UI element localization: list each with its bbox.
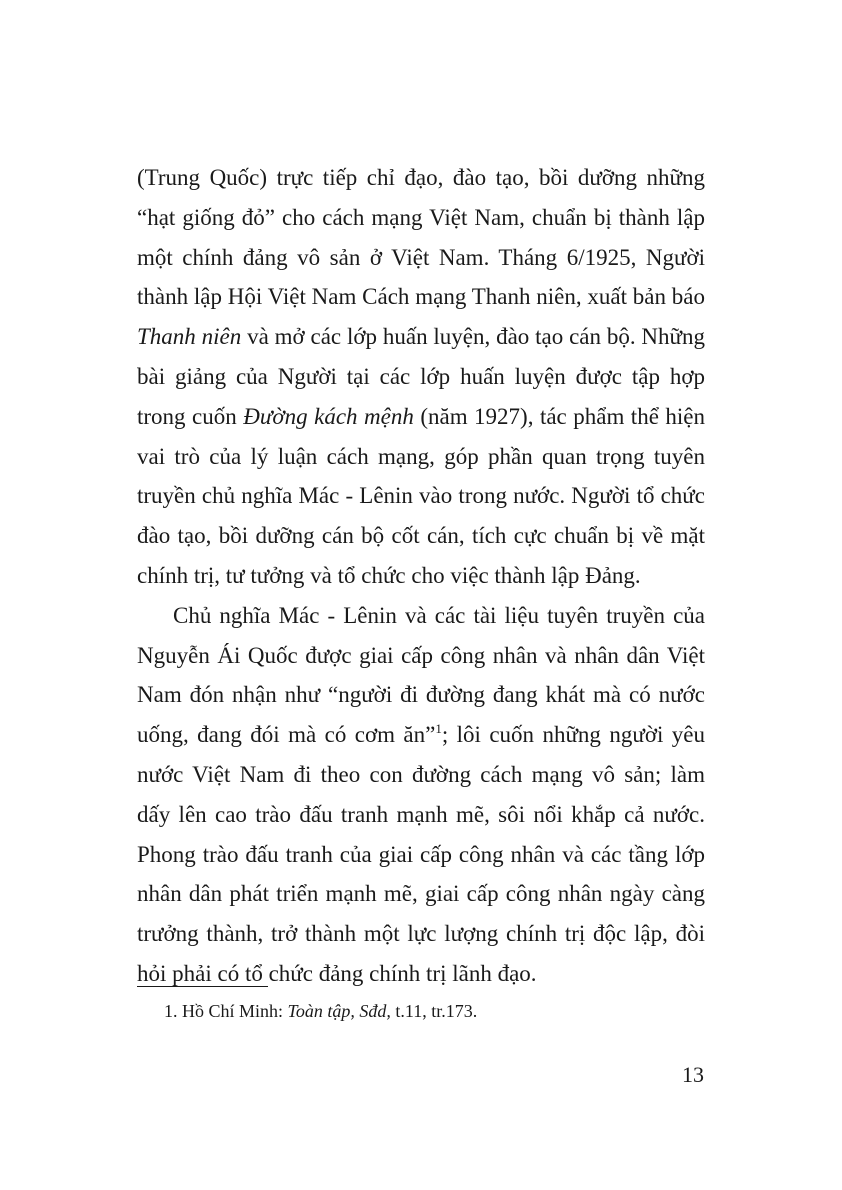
footnote-citation: t.11, tr.173. (390, 1001, 478, 1021)
footnote-work: Toàn tập, Sđd, (287, 1001, 391, 1021)
paragraph-2-text-2: ; lôi cuốn những người yêu nước Việt Nam đi theo con đường cách mạng vô sản; làm dấy lên cao trào đấu tranh mạnh mẽ, sôi nổi khắp cả nước. Phong trào đấu tranh của giai cấp công nhân và các tầng lớp nhân dân phát triển mạnh mẽ, giai cấp công nhân ngày càng trưởng thành, trở thành một lực lượng chính trị độc lập, đòi hỏi phải có tổ chức đảng chính trị lãnh đạo. (137, 722, 705, 986)
footnote-marker: 1. (164, 1001, 182, 1021)
paragraph-2 (137, 596, 705, 994)
body-text (137, 158, 705, 994)
paragraph-1-text-2: và mở các lớp huấn luyện, đào tạo cán bộ. Những bài giảng của Người tại các lớp huấn luyện được tập hợp trong cuốn (137, 324, 706, 429)
footnote-divider (137, 986, 268, 987)
book-title: Đường kách mệnh (243, 403, 414, 429)
footnote (164, 998, 704, 1024)
paragraph-1-text-3: (năm 1927), tác phẩm thể hiện vai trò của lý luận cách mạng, góp phần quan trọng tuyên truyền chủ nghĩa Mác - Lênin vào trong nước. Người tổ chức đào tạo, bồi dưỡng cán bộ cốt cán, tích cực chuẩn bị về mặt chính trị, tư tưởng và tổ chức cho việc thành lập Đảng. (137, 403, 705, 588)
paragraph-1 (137, 158, 705, 596)
newspaper-title: Thanh niên (137, 324, 242, 350)
paragraph-1-text-1: (Trung Quốc) trực tiếp chỉ đạo, đào tạo, bồi dưỡng những “hạt giống đỏ” cho cách mạng Việt Nam, chuẩn bị thành lập một chính đảng vô sản ở Việt Nam. Tháng 6/1925, Người thành lập Hội Việt Nam Cách mạng Thanh niên, xuất bản báo (137, 165, 705, 310)
footnote-reference[interactable]: 1 (435, 721, 442, 737)
paragraph-2-text-1: Chủ nghĩa Mác - Lênin và các tài liệu tuyên truyền của Nguyễn Ái Quốc được giai cấp công nhân và nhân dân Việt Nam đón nhận như “người đi đường đang khát mà có nước uống, đang đói mà có cơm ăn” (137, 602, 705, 748)
page-number: 13 (682, 1062, 704, 1087)
footnote-author: Hồ Chí Minh: (182, 1001, 288, 1021)
